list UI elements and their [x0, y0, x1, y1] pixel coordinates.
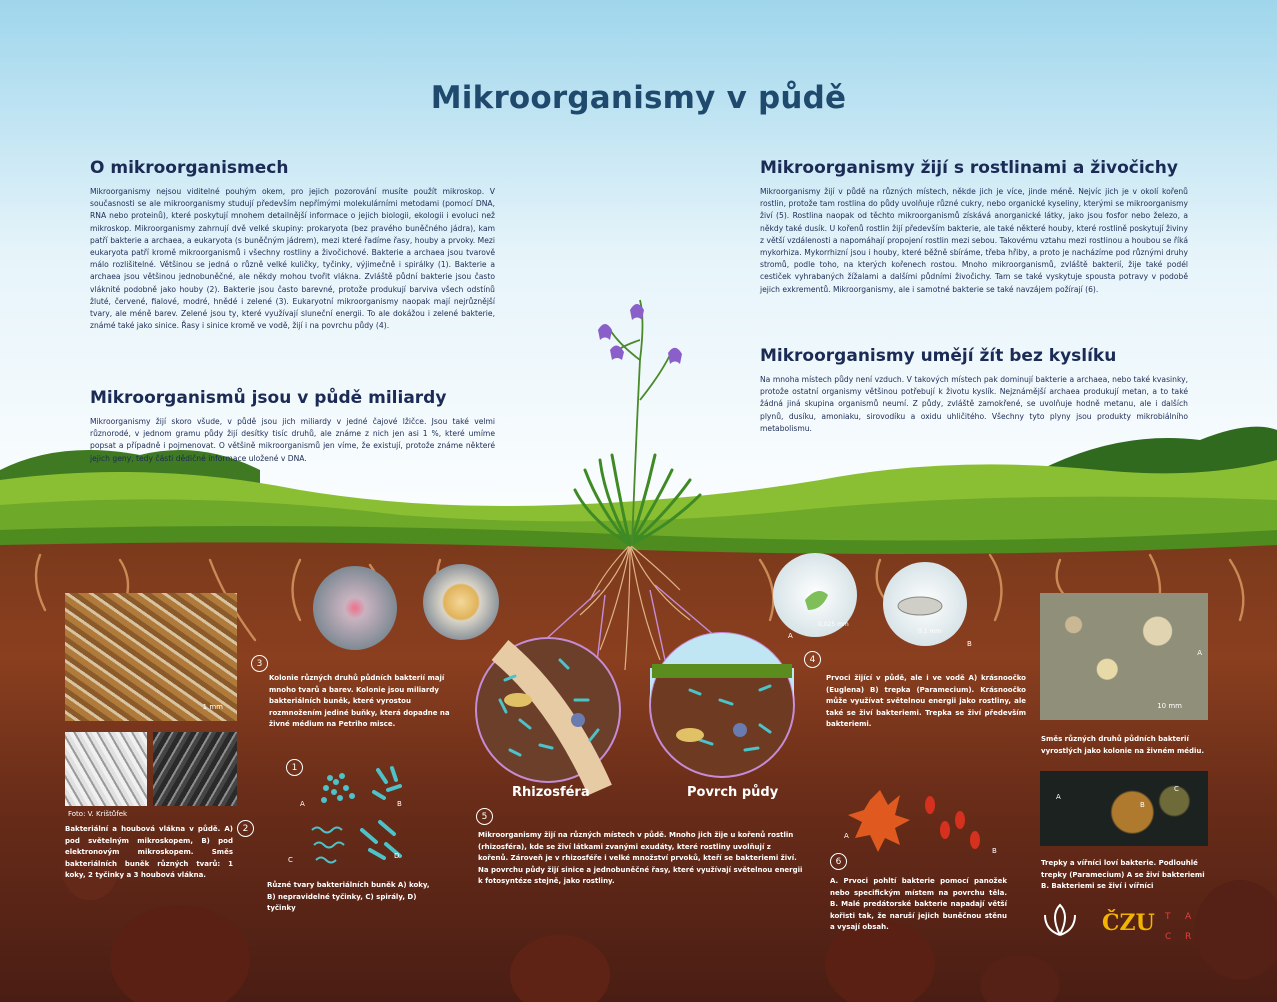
soil-surface-label: Povrch půdy [687, 785, 779, 800]
section-about [90, 158, 495, 332]
section-oxygen-text: Na mnoha místech půdy není vzduch. V takových místech pak dominují bakterie a archaea, nebo také kvasinky, protože ostatní organismy většinou potřebují k životu kyslík. Nejznámější archaea produkují metan, a to také žádná jiná skupina organismů neumí. Z půdy, zvláště zamokřené, se uvolňuje hodně metanu, ale i dalších plynů, dusíku, amoniaku, sirovodíku a oxidu uhličitého. Všechny tyto plyny jsou produkty mikrobiálního metabolismu. [760, 375, 1188, 433]
caption-trepky: Trepky a vířníci loví bakterie. Podlouhlé trepky (Paramecium) A se živí bakteriemi B. Bakteriemi se živí i vířníci [1041, 859, 1205, 890]
tacr-letter: C [1165, 932, 1172, 942]
caption-6: A. Prvoci pohltí bakterie pomocí panožek nebo specifickým místem na povrchu těla. B. Malé predátorské bakterie napadají větší kořisti tak, že naruší jejich buněčnou stěnu a vysají obsah. [830, 877, 1007, 931]
protist-scale-b: 0,1 mm [918, 628, 942, 635]
electron-photo-a [65, 732, 147, 806]
tacr-letter: T [1165, 912, 1171, 922]
electron-photo-b [153, 732, 237, 806]
scale-label: 1 mm [202, 703, 223, 711]
photo-label-b: B [1140, 801, 1145, 809]
section-plants [760, 158, 1188, 296]
section-about-text: Mikroorganismy nejsou viditelné pouhým okem, pro jejich pozorování musíte použít mikroskop. V současnosti se ale mikroorganismy studují především nepřímými molekulárními metodami (pomocí DNA, RNA nebo proteinů), které poskytují mnohem detailnější informace o jejich biologii, ekologii i evoluci než mikroskop. Mikroorganismy zahrnují dvě velké skupiny: prokaryota (bez pravého buněčného jádra), kam patří bakterie a archaea, a eukaryota (s buněčným jádrem), mezi které řadíme řasy, houby a prvoky. Mezi eukaryota patří kromě mikroorganismů i všechny rostliny a živočichové. Bakterie a archaea jsou tvarově málo rozlišitelné. Většinou se jedná o různě velké kuličky, tyčinky, výjimečně i spirálky (1). Bakterie a archaea jsou většinou jednobuněčné, ale někdy mohou tvořit vlákna. Zvláště půdní bakterie jsou často vláknité podobně jako houby (2). Bakterie jsou často barevné, protože produkují barviva všech odstínů žluté, červené, fialové, modré, hnědé i zelené (3). Eukaryotní mikroorganismy naopak mají nejrůznější tvary, ale méně barev. Zelené jsou ty, které využívají sluneční energii. To ale dokážou i zelené bakterie, známé také jako sinice. Řasy i sinice kromě ve vodě, žijí i na povrchu půdy (4). [90, 187, 495, 331]
caption-1: Různé tvary bakteriálních buněk A) koky, B) nepravidelné tyčinky, C) spirály, D) tyčinky [267, 881, 430, 912]
shape-label-b: B [397, 800, 402, 808]
shape-label-a: A [300, 800, 305, 808]
photo-label-c: C [1174, 785, 1179, 793]
section-billions [90, 388, 495, 465]
czu-logo: ČZU [1102, 910, 1155, 936]
photo-credit: Foto: V. Krištůfek [68, 810, 128, 818]
page-title: Mikroorganismy v půdě [430, 80, 847, 116]
marker-6: 6 [830, 853, 847, 870]
caption-colonies: Směs různých druhů půdních bakterií vyrostlých jako kolonie na živném médiu. [1041, 735, 1205, 755]
soil-photo [65, 593, 237, 721]
photo-label-a: A [1197, 649, 1202, 657]
photo-label-a: A [1056, 793, 1061, 801]
marker-3: 3 [251, 655, 268, 672]
section-plants-heading: Mikroorganismy žijí s rostlinami a živočichy [760, 158, 1178, 178]
predator-label-b: B [992, 847, 997, 855]
section-plants-text: Mikroorganismy žijí v půdě na různých místech, někde jich je více, jinde méně. Nejvíc jich je v okolí kořenů rostlin, protože tam rostlina do půdy uvolňuje různé cukry, nebo organické kyseliny, kterými se mikroorganismy živí (5). Rostlina naopak od těchto mikroorganismů získává anorganické látky, jako jsou fosfor nebo železo, a někdy také dusík. U kořenů rostlin žijí především bakterie, ale také některé houby, které rostlině poskytují živiny z větší vzdálenosti a napomáhají propojení rostlin mezi sebou. Takovému vztahu mezi rostlinou a houbou se říká mykorhiza. Mykorrhizní jsou i houby, které běžně sbíráme, třeba hřiby, a proto je nacházíme pod různými druhy stromů, podle toho, na kterých kořenech rostou. Mnoho mikroorganismů, zvláště bakterií, žije také podél cestiček vyhrabaných žížalami a dalšími půdními živočichy. Tam se také vyskytuje spousta potravy v podobě jejich exkrementů. Mikroorganismy, ale i samotné bakterie se také navzájem požírají (6). [760, 187, 1188, 294]
marker-4: 4 [804, 651, 821, 668]
caption-5: Mikroorganismy žijí na různých místech v půdě. Mnoho jich žije u kořenů rostlin (rhizosféra), kde se živí látkami zvanými exudáty, které rostliny uvolňují z kořenů. Zároveň je v rhizosféře i velké množství prvoků, kteří se bakteriemi živí. Na povrchu půdy žijí sinice a jednobuněčné řasy, které využívají světelnou energii k fotosyntéze stejně, jako rostliny. [478, 831, 803, 885]
section-oxygen-heading: Mikroorganismy umějí žít bez kyslíku [760, 346, 1117, 366]
protist-label-a: A [788, 632, 793, 640]
protist-label-b: B [967, 640, 972, 648]
scale-label: 10 mm [1157, 702, 1182, 710]
marker-2: 2 [237, 820, 254, 837]
tacr-letter: R [1185, 932, 1192, 942]
section-about-heading: O mikroorganismech [90, 158, 289, 178]
marker-5: 5 [476, 808, 493, 825]
caption-3: Kolonie různých druhů půdních bakterií mají mnoho tvarů a barev. Kolonie jsou miliardy bakteriálních buněk, které vyrostou rozmnožením jediné buňky, která dopadne na živné médium na Petriho misce. [269, 674, 450, 728]
colonies-photo [1040, 593, 1208, 720]
protist-scale-a: 0,025 mm [818, 621, 849, 628]
rhizosphere-label: Rhizosféra [512, 785, 590, 800]
section-billions-text: Mikroorganismy žijí skoro všude, v půdě jsou jich miliardy v jedné čajové lžičce. Jsou také velmi různorodé, v jednom gramu půdy žijí desítky tisíc druhů, ale známe z nich jen asi 1 %, které umíme popsat a případně i pojmenovat. O většině mikroorganismů jen víme, že existují, protože známe některé jejich geny, tedy části dědičné informace uložené v DNA. [90, 417, 495, 463]
rotifers-photo [1040, 771, 1208, 846]
section-oxygen [760, 346, 1188, 435]
tacr-letter: A [1185, 912, 1192, 922]
predator-label-a: A [844, 832, 849, 840]
caption-2: Bakteriální a houbová vlákna v půdě. A) pod světelným mikroskopem, B) pod elektronovým mikroskopem. Směs bakteriálních buněk různých tvarů: 1 koky, 2 tyčinky a 3 houbová vlákna. [65, 825, 233, 879]
shape-label-c: C [288, 856, 293, 864]
section-billions-heading: Mikroorganismů jsou v půdě miliardy [90, 388, 447, 408]
marker-1: 1 [286, 759, 303, 776]
caption-4: Prvoci žijící v půdě, ale i ve vodě A) krásnoočko (Euglena) B) trepka (Paramecium). Krásnoočko může využívat světelnou energii jako rostliny, ale také se živí bakteriemi. Trepka se živí především bakteriemi. [826, 674, 1026, 728]
shape-label-d: D [394, 852, 400, 860]
